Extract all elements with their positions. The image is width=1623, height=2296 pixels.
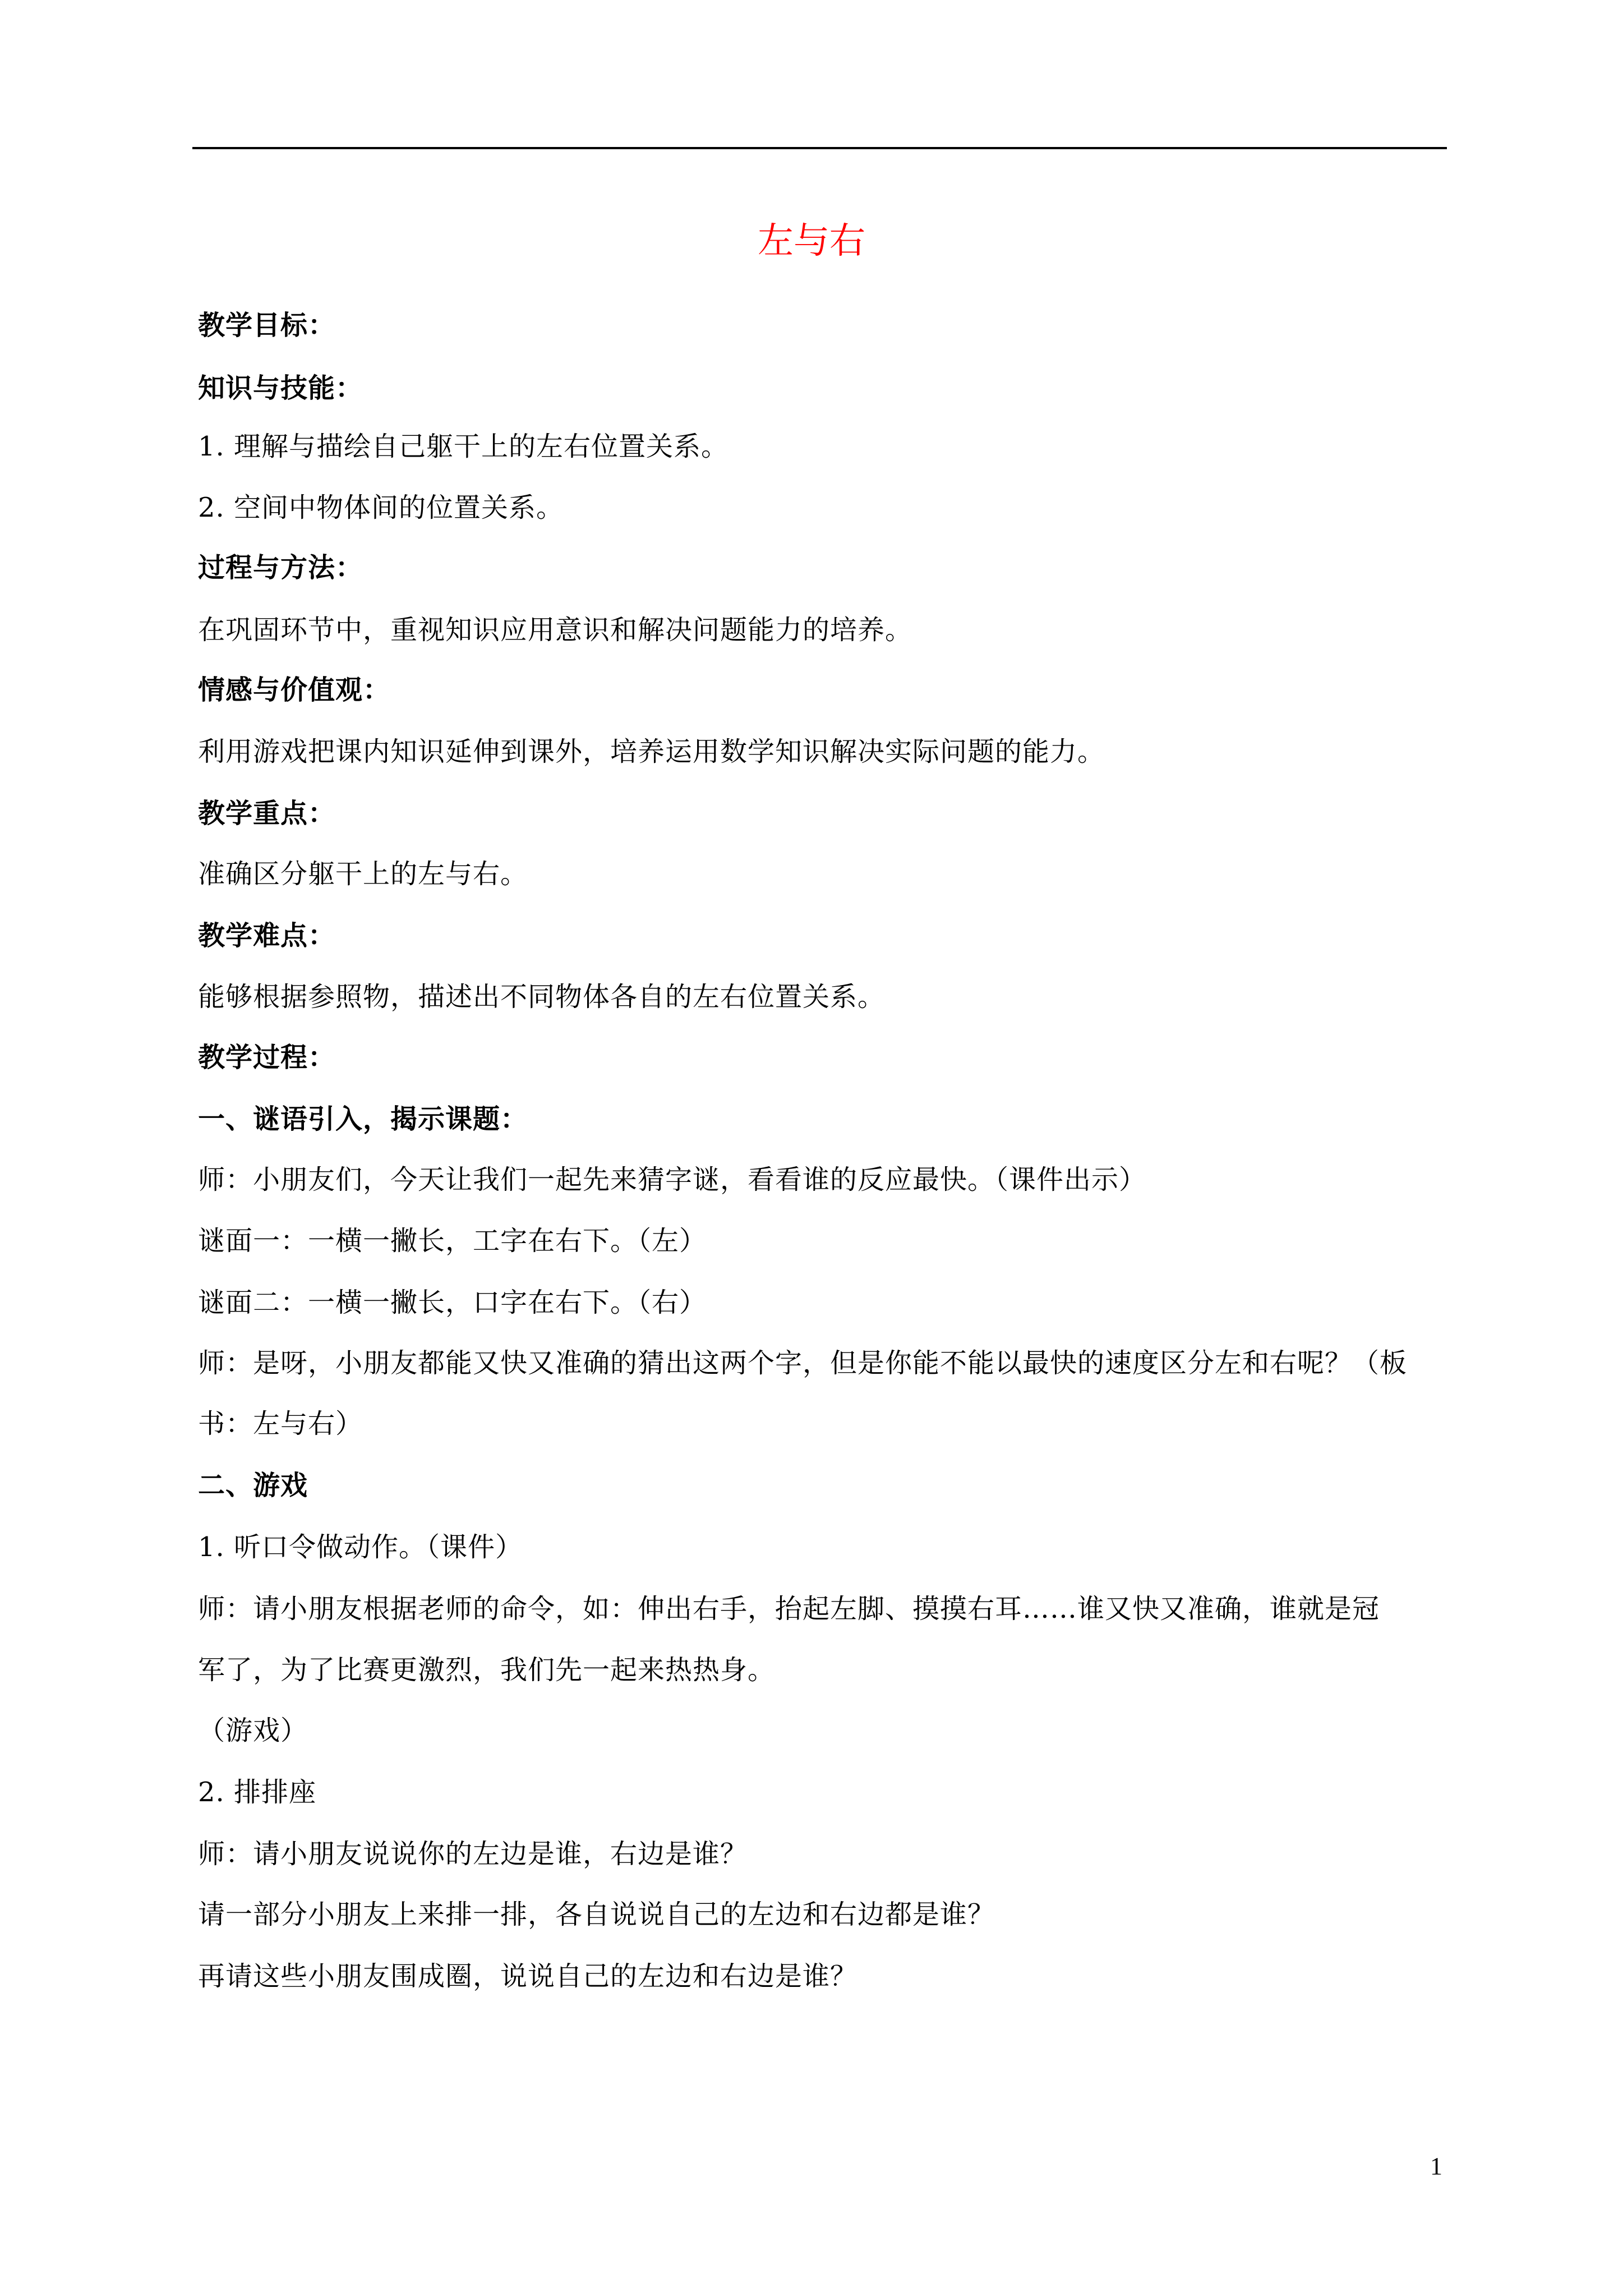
body-line: 军了，为了比赛更激烈，我们先一起来热热身。 bbox=[198, 1654, 776, 1686]
section-heading: 情感与价值观： bbox=[198, 674, 391, 706]
section-heading: 过程与方法： bbox=[198, 552, 363, 583]
body-line: 在巩固环节中，重视知识应用意识和解决问题能力的培养。 bbox=[198, 614, 913, 646]
body-line: 能够根据参照物，描述出不同物体各自的左右位置关系。 bbox=[198, 981, 886, 1013]
body-line: 师：请小朋友根据老师的命令，如：伸出右手，抬起左脚、摸摸右耳……谁又快又准确，谁就是冠 bbox=[198, 1593, 1380, 1625]
body-line: 书：左与右） bbox=[198, 1408, 363, 1439]
header-rule bbox=[192, 147, 1447, 149]
body-line: 准确区分躯干上的左与右。 bbox=[198, 858, 528, 890]
body-line: 师：小朋友们，今天让我们一起先来猜字谜，看看谁的反应最快。（课件出示） bbox=[198, 1164, 1147, 1195]
section-heading: 教学重点： bbox=[198, 798, 336, 829]
body-line: 利用游戏把课内知识延伸到课外，培养运用数学知识解决实际问题的能力。 bbox=[198, 736, 1105, 767]
section-heading: 教学过程： bbox=[198, 1042, 336, 1073]
section-heading: 一、谜语引入，揭示课题： bbox=[198, 1103, 528, 1135]
section-heading: 教学目标： bbox=[198, 310, 336, 341]
body-line: 谜面二：一横一撇长，口字在右下。（右） bbox=[198, 1287, 707, 1318]
body-line: 请一部分小朋友上来排一排，各自说说自己的左边和右边都是谁？ bbox=[198, 1899, 995, 1930]
body-line: 1. 听口令做动作。（课件） bbox=[198, 1531, 523, 1563]
section-heading: 知识与技能： bbox=[198, 372, 363, 404]
body-line: （游戏） bbox=[198, 1715, 308, 1746]
body-line: 2. 空间中物体间的位置关系。 bbox=[198, 492, 564, 523]
section-heading: 教学难点： bbox=[198, 920, 336, 951]
body-line: 1. 理解与描绘自己躯干上的左右位置关系。 bbox=[198, 431, 729, 462]
body-line: 再请这些小朋友围成圈，说说自己的左边和右边是谁？ bbox=[198, 1961, 858, 1992]
body-line: 2. 排排座 bbox=[198, 1777, 317, 1808]
body-line: 师：请小朋友说说你的左边是谁，右边是谁？ bbox=[198, 1838, 748, 1870]
section-heading: 二、游戏 bbox=[198, 1470, 308, 1501]
body-line: 师：是呀，小朋友都能又快又准确的猜出这两个字，但是你能不能以最快的速度区分左和右呢？（板 bbox=[198, 1347, 1408, 1379]
page-number: 1 bbox=[1430, 2152, 1442, 2180]
body-line: 谜面一：一横一撇长，工字在右下。（左） bbox=[198, 1225, 707, 1257]
document-title: 左与右 bbox=[758, 220, 865, 262]
